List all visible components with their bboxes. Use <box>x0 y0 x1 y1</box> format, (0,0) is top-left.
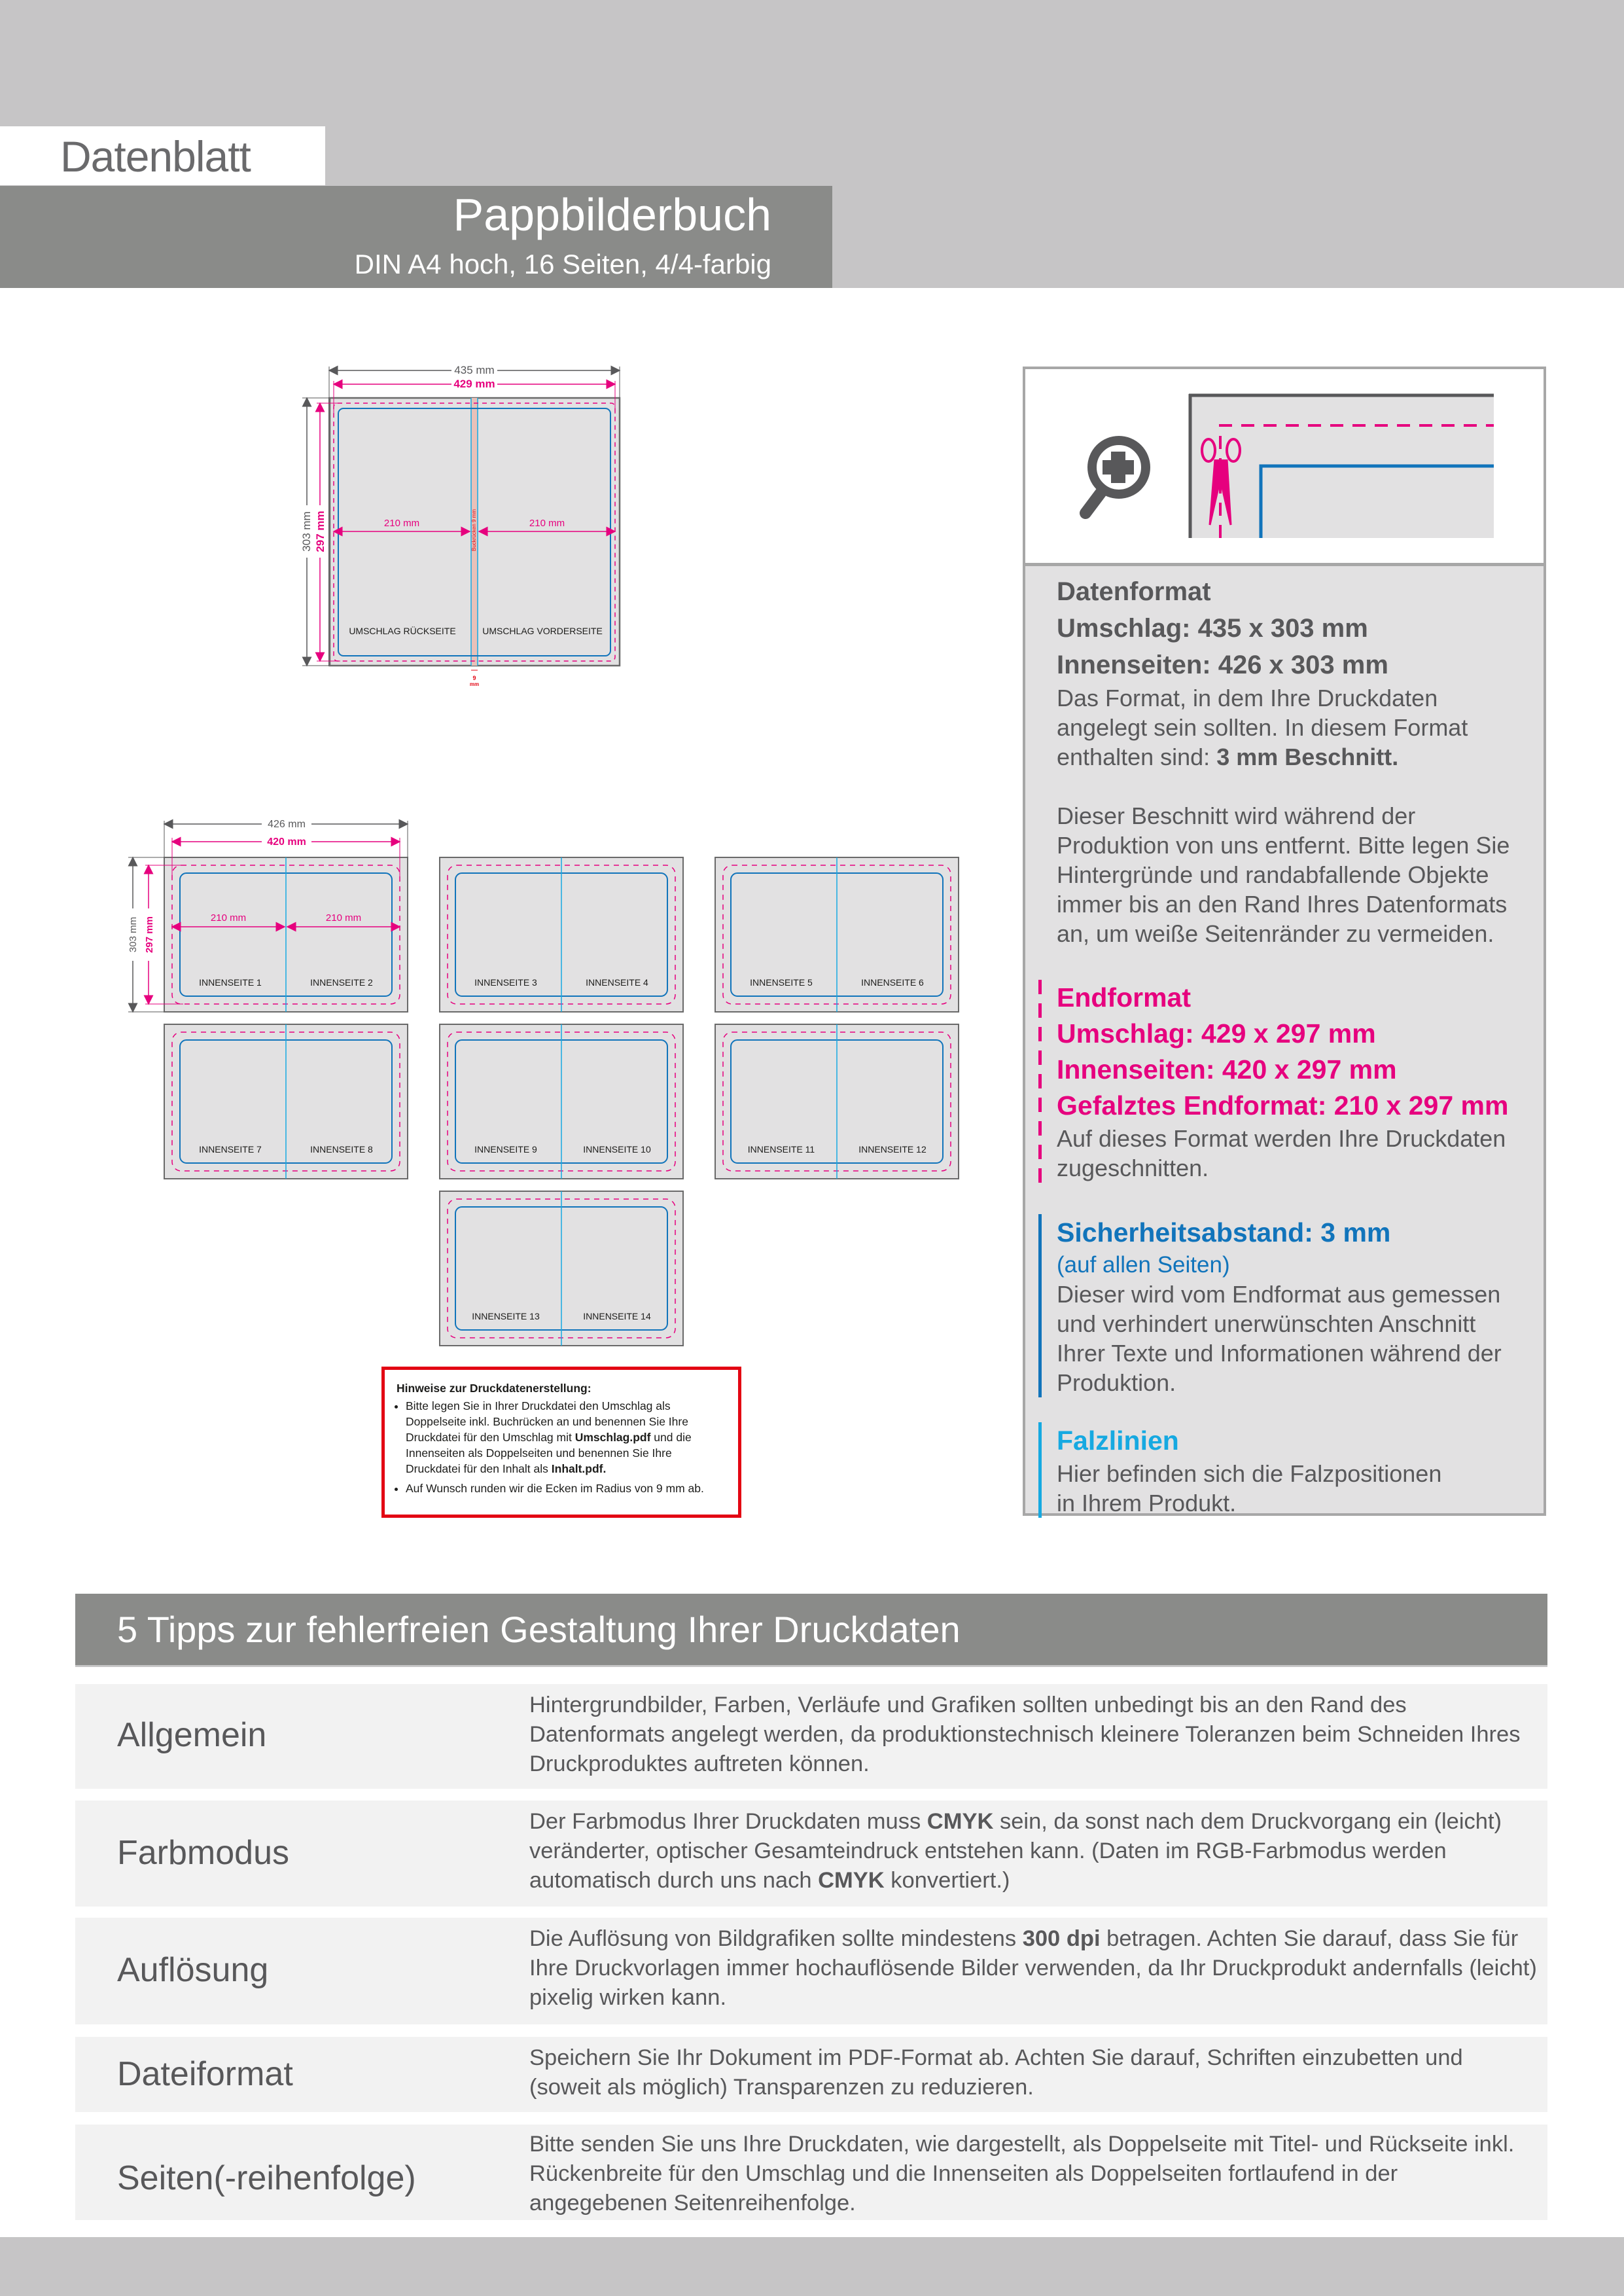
datenformat-section <box>1057 573 1528 948</box>
fold-marker <box>1038 1422 1042 1518</box>
hint-item: • Auf Wunsch runden wir die Ecken im Radius von 9 mm ab. <box>406 1480 726 1496</box>
spread-right-label: INNENSEITE 10 <box>583 1144 651 1155</box>
tips-header <box>75 1594 1547 1667</box>
product-spec: DIN A4 hoch, 16 Seiten, 4/4-farbig <box>354 249 771 279</box>
spread-left-label: INNENSEITE 1 <box>199 977 262 988</box>
fold-section <box>1057 1422 1528 1518</box>
title-bar <box>0 186 832 288</box>
dim-width-total-label: 435 mm <box>454 364 495 376</box>
endformat-section <box>1057 980 1528 1183</box>
inner-spread <box>164 857 408 1012</box>
datenformat-cover: Umschlag: 435 x 303 mm <box>1057 614 1368 643</box>
product-title: Pappbilderbuch <box>453 189 771 240</box>
spread-left-label: INNENSEITE 7 <box>199 1144 262 1155</box>
tips-title: 5 Tipps zur fehlerfreien Gestaltung Ihrer Druckdaten <box>117 1609 961 1650</box>
spine-dim-num: 9 <box>472 675 476 681</box>
inner-dim-right-width-label: 210 mm <box>325 912 362 924</box>
zoom-illustration <box>1025 369 1544 566</box>
spread-right-label: INNENSEITE 6 <box>861 977 924 988</box>
hints-box <box>381 1367 741 1518</box>
doc-type-box <box>0 126 325 185</box>
spread-right-label: INNENSEITE 14 <box>583 1311 651 1321</box>
safety-text: Dieser wird vom Endformat aus gemessen und verhindert unerwünschten Anschnitt Ihrer Texte und Informationen während der Produktion. <box>1057 1281 1502 1396</box>
spread-right-label: INNENSEITE 2 <box>310 977 373 988</box>
tip-text: Die Auflösung von Bildgrafiken sollte mindestens 300 dpi betragen. Achten Sie darauf, dass Sie für Ihre Druckvorlagen immer hochauflösende Bilder verwenden, da Ihr Druckprodukt andernfalls (leicht) pixelig wirken kann. <box>529 1926 1537 2010</box>
inner-dim-height-final-label: 297 mm <box>144 916 155 953</box>
inner-spread <box>440 1024 683 1179</box>
fold-title: Falzlinien <box>1057 1426 1179 1456</box>
tip-text: Bitte senden Sie uns Ihre Druckdaten, wie dargestellt, als Doppelseite mit Titel- und Rückseite inkl. Rückenbreite für den Umschlag und die Innenseiten als Doppelseiten fortlaufend in der angegebenen Seitenreihenfolge. <box>529 2132 1515 2215</box>
inner-dim-left-width-label: 210 mm <box>210 912 247 924</box>
tip-label: Farbmodus <box>117 1834 289 1872</box>
inner-dim-width-total-label: 426 mm <box>268 819 306 830</box>
inner-spread <box>715 1024 959 1179</box>
spread-left-label: INNENSEITE 11 <box>747 1144 815 1155</box>
dim-height-total-label: 303 mm <box>300 511 313 552</box>
spread-left-label: INNENSEITE 3 <box>474 977 537 988</box>
datenformat-text2: Dieser Beschnitt wird während der Produktion von uns entfernt. Bitte legen Sie Hintergründe und randabfallende Objekte immer bis an den Rand Ihres Datenformats an, um weiße Seitenränder zu vermeiden. <box>1057 802 1510 947</box>
dim-height-final-label: 297 mm <box>314 511 327 552</box>
dim-left-width-label: 210 mm <box>383 518 420 529</box>
spread-left-label: INNENSEITE 13 <box>472 1311 540 1321</box>
tip-row-seitenreihenfolge <box>75 2125 1547 2220</box>
inner-dim-width-final-label: 420 mm <box>267 836 306 848</box>
cover-front-label: UMSCHLAG VORDERSEITE <box>482 626 603 636</box>
info-panel <box>1023 367 1546 1516</box>
magnifier-plus-icon <box>1086 440 1146 513</box>
inner-pages-diagram <box>118 805 981 1361</box>
tip-text: Der Farbmodus Ihrer Druckdaten muss CMYK sein, da sonst nach dem Druckvorgang ein (leicht) veränderter, optischer Gesamteindruck entstehen kann. (Daten im RGB-Farbmodus werden automatisch durch uns nach CMYK konvertiert.) <box>529 1809 1502 1893</box>
tip-row-allgemein <box>75 1684 1547 1789</box>
datenformat-title: Datenformat <box>1057 577 1211 606</box>
spread-right-label: INNENSEITE 8 <box>310 1144 373 1155</box>
datenformat-inner: Innenseiten: 426 x 303 mm <box>1057 651 1388 679</box>
spread-left-label: INNENSEITE 5 <box>750 977 813 988</box>
safety-marker <box>1038 1214 1042 1397</box>
fold-text: Hier befinden sich die Falzpositionen in Ihrem Produkt. <box>1057 1460 1442 1516</box>
tip-label: Dateiformat <box>117 2055 293 2093</box>
trim-marker <box>1038 980 1042 1183</box>
tip-row-farbmodus <box>75 1801 1547 1907</box>
datenformat-text: Das Format, in dem Ihre Druckdaten angelegt sein sollten. In diesem Format enthalten sind: 3 mm Beschnitt. <box>1057 685 1468 770</box>
tip-label: Allgemein <box>117 1716 267 1754</box>
safety-title: Sicherheitsabstand: 3 mm <box>1057 1217 1391 1247</box>
inner-spread <box>715 857 959 1012</box>
tip-row-dateiformat <box>75 2037 1547 2112</box>
inner-spread <box>440 1191 683 1346</box>
endformat-inner: Innenseiten: 420 x 297 mm <box>1057 1054 1397 1085</box>
zoom-illustration-svg <box>1025 369 1544 563</box>
spine-label: Buckrücken 9 mm <box>471 509 477 552</box>
footer-band <box>0 2237 1624 2296</box>
hints-list <box>397 1398 726 1496</box>
safety-section <box>1057 1214 1528 1397</box>
panel-body <box>1057 573 1528 1518</box>
spread-right-label: INNENSEITE 12 <box>858 1144 927 1155</box>
doc-type-label: Datenblatt <box>60 132 251 181</box>
spine-dim-unit: mm <box>469 681 480 687</box>
tip-text: Speichern Sie Ihr Dokument im PDF-Format ab. Achten Sie darauf, Schriften einzubetten und (soweit als möglich) Transparenzen zu reduzieren. <box>529 2045 1463 2100</box>
dim-right-width-label: 210 mm <box>529 518 565 529</box>
spread-right-label: INNENSEITE 4 <box>586 977 648 988</box>
hint-item: • Bitte legen Sie in Ihrer Druckdatei den Umschlag als Doppelseite inkl. Buchrücken an und benennen Sie Ihre Druckdatei für den Umschlag mit Umschlag.pdf und die Innenseiten als Doppelseiten und benennen Sie Ihre Druckdatei für den Inhalt als Inhalt.pdf. <box>406 1398 726 1477</box>
spread-left-label: INNENSEITE 9 <box>474 1144 537 1155</box>
endformat-text: Auf dieses Format werden Ihre Druckdaten zugeschnitten. <box>1057 1125 1506 1181</box>
hints-title: Hinweise zur Druckdatenerstellung: <box>397 1382 591 1395</box>
cover-back-label: UMSCHLAG RÜCKSEITE <box>349 626 456 636</box>
endformat-cover: Umschlag: 429 x 297 mm <box>1057 1018 1376 1049</box>
tip-label: Seiten(-reihenfolge) <box>117 2159 416 2197</box>
cover-diagram <box>288 353 838 798</box>
tip-label: Auflösung <box>117 1951 269 1989</box>
tip-text: Hintergrundbilder, Farben, Verläufe und Grafiken sollten unbedingt bis an den Rand des Datenformats angelegt werden, da produktionstechnisch kleinere Toleranzen beim Schneiden Ihres Druckproduktes auftreten können. <box>529 1693 1521 1776</box>
endformat-folded: Gefalztes Endformat: 210 x 297 mm <box>1057 1090 1509 1121</box>
inner-spread <box>164 1024 408 1179</box>
endformat-title: Endformat <box>1057 982 1191 1013</box>
dim-width-final-label: 429 mm <box>453 378 495 390</box>
tip-row-aufloesung <box>75 1918 1547 2024</box>
inner-dim-height-total-label: 303 mm <box>128 916 139 953</box>
safety-sub: (auf allen Seiten) <box>1057 1252 1230 1278</box>
inner-spread <box>440 857 683 1012</box>
